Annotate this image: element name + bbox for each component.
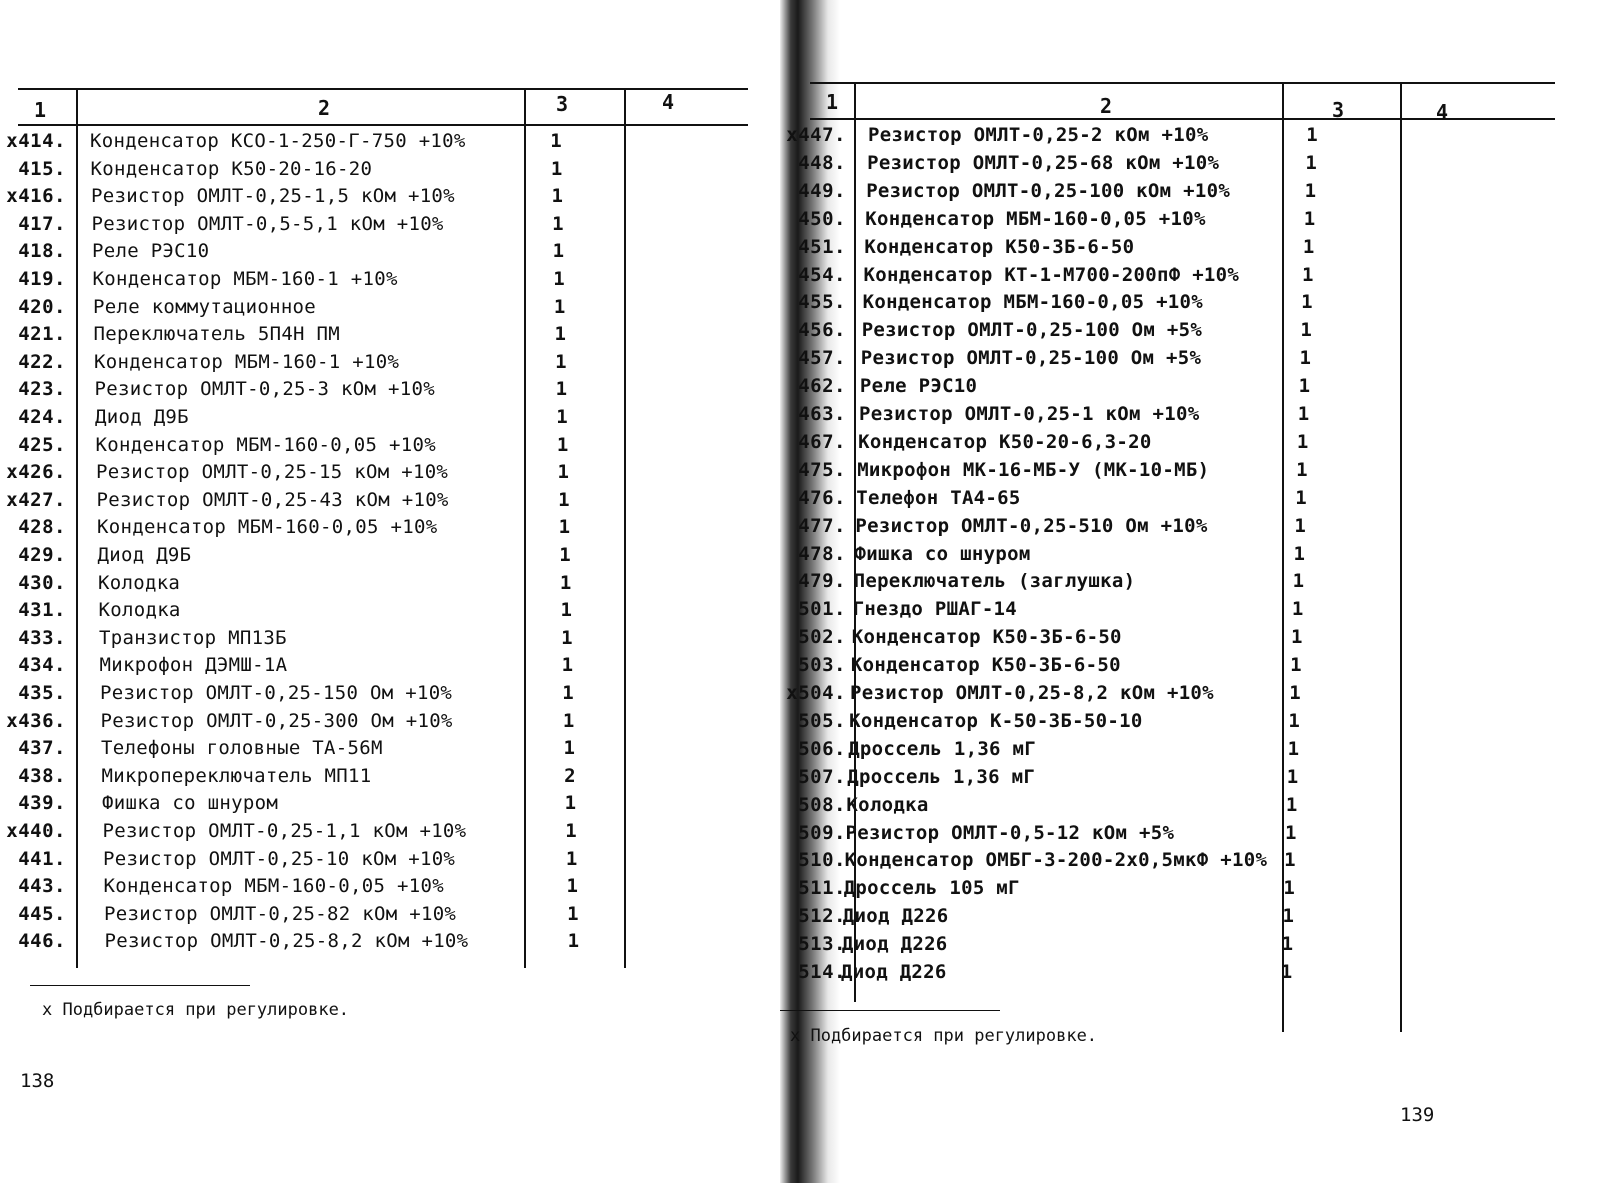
item-number: x426.: [6, 461, 66, 484]
item-name: Резистор ОМЛТ-0,25-10 кОм +10%: [103, 847, 456, 870]
item-quantity: 1: [560, 599, 572, 622]
item-quantity: 1: [1304, 179, 1317, 202]
item-quantity: 1: [561, 654, 574, 677]
item-name: Колодка: [846, 793, 929, 816]
item-quantity: 1: [1284, 849, 1296, 872]
item-name: Конденсатор МБМ-160-0,05 +10%: [97, 516, 438, 539]
table-row: [790, 180, 1600, 208]
item-quantity: 1: [551, 185, 563, 208]
item-name: Конденсатор К50-3Б-6-50: [850, 654, 1121, 677]
item-name: Диод Д226: [841, 961, 947, 983]
item-quantity: 1: [1298, 375, 1311, 398]
column-header: 2: [1100, 94, 1113, 118]
item-quantity: 1: [1306, 124, 1318, 146]
item-number: 448.: [798, 151, 846, 174]
item-name: Реле РЭС10: [859, 375, 978, 398]
item-number: 462.: [798, 375, 846, 398]
item-number: 475.: [798, 458, 846, 481]
item-number: 421.: [18, 323, 66, 346]
column-header: 3: [556, 92, 569, 116]
item-name: Диод Д226: [841, 933, 948, 956]
item-name: Дроссель 105 мГ: [843, 877, 1020, 900]
item-number: 422.: [18, 350, 66, 373]
table-row: [0, 351, 780, 379]
table-row: [790, 849, 1600, 877]
table-row: [0, 627, 780, 655]
item-number: 428.: [18, 516, 66, 539]
table-row: [790, 626, 1600, 654]
item-number: 434.: [18, 654, 66, 677]
item-quantity: 1: [565, 820, 577, 842]
item-number: 431.: [18, 599, 66, 622]
item-number: 433.: [18, 626, 66, 649]
table-row: [790, 710, 1600, 738]
item-number: 423.: [18, 378, 66, 401]
column-header: 2: [318, 96, 331, 120]
item-number: 508.: [798, 793, 846, 816]
item-name: Телефон ТА4-65: [856, 486, 1021, 509]
item-name: Реле РЭС10: [92, 240, 210, 263]
item-name: Телефоны головные ТА-56М: [101, 737, 383, 760]
item-name: Конденсатор К50-3Б-6-50: [864, 235, 1135, 258]
item-quantity: 1: [1301, 291, 1313, 314]
item-name: Переключатель (заглушка): [853, 570, 1136, 593]
item-quantity: 1: [1293, 542, 1305, 565]
item-name: Конденсатор МБМ-160-1 +10%: [94, 350, 400, 373]
item-number: 454.: [798, 263, 846, 286]
item-quantity: 1: [1295, 486, 1307, 509]
item-name: Резистор ОМЛТ-0,5-12 кОм +5%: [845, 821, 1175, 844]
column-header: 1: [34, 98, 47, 122]
item-quantity: 1: [567, 930, 580, 953]
item-name: Резистор ОМЛТ-0,25-100 Ом +5%: [860, 347, 1202, 370]
item-quantity: 1: [558, 488, 570, 511]
item-name: Резистор ОМЛТ-0,25-100 Ом +5%: [861, 319, 1203, 342]
item-quantity: 1: [562, 709, 575, 732]
table-row: [0, 848, 780, 876]
item-name: Резистор ОМЛТ-0,25-43 кОм +10%: [96, 488, 449, 511]
item-name: Микрофон ДЭМШ-1А: [99, 654, 288, 677]
item-quantity: 1: [1290, 626, 1303, 649]
table-row: [0, 710, 780, 738]
table-row: [790, 487, 1600, 515]
item-number: 514.: [798, 961, 846, 983]
table-row: [0, 240, 780, 268]
table-row: [0, 820, 780, 848]
table-row: [0, 654, 780, 682]
item-quantity: 1: [564, 792, 577, 815]
item-number: x414.: [6, 130, 66, 152]
item-name: Дроссель 1,36 мГ: [848, 737, 1037, 760]
item-quantity: 1: [559, 571, 572, 594]
item-number: 439.: [18, 792, 66, 815]
item-number: 510.: [798, 849, 846, 872]
item-name: Конденсатор К50-3Б-6-50: [851, 626, 1122, 649]
table-row: [790, 877, 1600, 905]
item-name: Резистор ОМЛТ-0,25-8,2 кОм +10%: [104, 930, 469, 953]
item-name: Конденсатор МБМ-160-1 +10%: [92, 268, 398, 290]
item-name: Фишка со шнуром: [102, 792, 279, 815]
item-quantity: 1: [562, 682, 574, 704]
item-number: 435.: [18, 682, 66, 704]
item-number: 477.: [798, 514, 846, 537]
table-row: [0, 875, 780, 903]
item-number: 503.: [798, 654, 846, 677]
table-row: [790, 961, 1600, 989]
table-row: [790, 375, 1600, 403]
item-quantity: 1: [1288, 709, 1300, 732]
item-name: Колодка: [98, 571, 181, 594]
item-quantity: 1: [1280, 961, 1293, 983]
table-row: [790, 654, 1600, 682]
item-number: x504.: [786, 682, 846, 704]
item-quantity: 1: [1292, 570, 1305, 593]
table-row: [790, 291, 1600, 319]
item-name: Микропереключатель МП11: [101, 764, 372, 787]
table-row: [0, 158, 780, 186]
table-row: [0, 406, 780, 434]
item-quantity: 2: [564, 764, 576, 787]
item-number: 420.: [18, 295, 66, 318]
column-header: 4: [662, 90, 675, 114]
item-quantity: 1: [566, 875, 578, 898]
item-quantity: 1: [559, 544, 571, 566]
item-number: 425.: [18, 433, 66, 456]
footnote-rule: [30, 985, 250, 986]
item-name: Переключатель 5П4Н ПМ: [93, 323, 341, 346]
item-number: 506.: [798, 737, 846, 760]
item-number: 417.: [18, 212, 66, 235]
item-quantity: 1: [1281, 933, 1294, 956]
item-number: 457.: [798, 347, 846, 370]
table-row: [0, 185, 780, 213]
item-name: Резистор ОМЛТ-0,25-1,1 кОм +10%: [102, 820, 467, 842]
table-row: [790, 766, 1600, 794]
item-name: Транзистор МП13Б: [99, 626, 287, 649]
item-number: 445.: [18, 902, 66, 925]
right-page: [786, 0, 1600, 1183]
column-header: 4: [1436, 100, 1449, 124]
item-number: 507.: [798, 765, 846, 788]
footnote: x Подбирается при регулировке.: [42, 1000, 350, 1020]
item-number: 446.: [18, 930, 66, 953]
page-number: 139: [1400, 1104, 1435, 1126]
item-number: 512.: [798, 905, 846, 928]
item-quantity: 1: [563, 737, 575, 760]
table-row: [0, 461, 780, 489]
item-number: x436.: [6, 709, 66, 732]
item-number: 511.: [798, 877, 846, 900]
column-header: 1: [826, 90, 839, 114]
item-quantity: 1: [553, 268, 565, 290]
table-row: [0, 599, 780, 627]
table-row: [0, 765, 780, 793]
item-quantity: 1: [1296, 458, 1308, 481]
item-number: 449.: [798, 179, 846, 202]
item-quantity: 1: [1305, 151, 1317, 174]
item-name: Конденсатор К-50-3Б-50-10: [849, 709, 1143, 732]
footnote: x Подбирается при регулировке.: [790, 1026, 1098, 1046]
column-header: 3: [1332, 98, 1345, 122]
item-name: Конденсатор К50-20-16-20: [90, 157, 373, 180]
item-name: Резистор ОМЛТ-0,25-2 кОм +10%: [868, 124, 1209, 146]
table-row: [786, 124, 1600, 152]
item-number: 455.: [798, 291, 846, 314]
item-number: 451.: [798, 235, 846, 258]
item-quantity: 1: [1300, 319, 1312, 342]
item-name: Резистор ОМЛТ-0,5-5,1 кОм +10%: [91, 212, 444, 235]
item-quantity: 1: [1302, 263, 1314, 286]
item-name: Резистор ОМЛТ-0,25-510 Ом +10%: [855, 514, 1208, 537]
item-name: Резистор ОМЛТ-0,25-100 кОм +10%: [866, 179, 1231, 202]
table-row: [790, 431, 1600, 459]
table-row: [0, 434, 780, 462]
item-number: x440.: [6, 820, 66, 842]
item-quantity: 1: [555, 378, 568, 401]
table-top-rule: [18, 88, 748, 90]
item-name: Резистор ОМЛТ-0,25-1,5 кОм +10%: [91, 185, 455, 208]
item-name: Фишка со шнуром: [854, 542, 1031, 565]
table-row: [790, 822, 1600, 850]
table-row: [0, 378, 780, 406]
item-name: Резистор ОМЛТ-0,25-3 кОм +10%: [94, 378, 435, 401]
table-row: [0, 489, 780, 517]
item-number: 438.: [18, 764, 66, 787]
table-row: [0, 903, 780, 931]
item-quantity: 1: [1302, 235, 1315, 258]
item-number: 437.: [18, 737, 66, 760]
footnote-rule: [780, 1010, 1000, 1011]
item-name: Резистор ОМЛТ-0,25-150 Ом +10%: [100, 682, 453, 704]
table-row: [790, 459, 1600, 487]
item-quantity: 1: [552, 240, 565, 263]
item-quantity: 1: [1290, 654, 1302, 677]
table-row: [790, 403, 1600, 431]
table-row: [0, 268, 780, 296]
item-quantity: 1: [561, 626, 573, 649]
table-row: [0, 682, 780, 710]
table-top-rule: [810, 82, 1555, 84]
item-name: Конденсатор ОМБГ-3-200-2х0,5мкФ +10%: [844, 849, 1268, 872]
table-header-rule: [18, 124, 748, 126]
item-number: 513.: [798, 933, 846, 956]
table-row: [0, 737, 780, 765]
item-number: 419.: [18, 268, 66, 290]
item-quantity: 1: [557, 461, 569, 484]
table-row: [790, 543, 1600, 571]
item-name: Конденсатор КСО-1-250-Г-750 +10%: [90, 130, 466, 152]
table-row: [0, 323, 780, 351]
item-quantity: 1: [1285, 793, 1298, 816]
item-number: 502.: [798, 626, 846, 649]
item-number: 467.: [798, 430, 846, 453]
table-row: [0, 930, 780, 958]
item-name: Дроссель 1,36 мГ: [847, 765, 1036, 788]
item-quantity: 1: [1289, 682, 1301, 704]
item-quantity: 1: [1285, 821, 1297, 844]
page-number: 138: [20, 1070, 55, 1092]
item-number: 450.: [798, 207, 846, 230]
table-row: [790, 236, 1600, 264]
table-row: [790, 598, 1600, 626]
item-quantity: 1: [1282, 905, 1294, 928]
item-quantity: 1: [1286, 765, 1299, 788]
left-page: [0, 0, 780, 1183]
table-row: [0, 213, 780, 241]
item-quantity: 1: [556, 406, 568, 428]
table-row: [0, 296, 780, 324]
item-number: 424.: [18, 406, 66, 428]
table-row: [0, 544, 780, 572]
item-quantity: 1: [558, 516, 571, 539]
item-name: Микрофон МК-16-МБ-У (МК-10-МБ): [857, 458, 1210, 481]
table-row: [0, 516, 780, 544]
table-row: [790, 738, 1600, 766]
item-name: Конденсатор МБМ-160-0,05 +10%: [95, 433, 436, 456]
table-row: [786, 682, 1600, 710]
item-quantity: 1: [554, 323, 566, 346]
item-quantity: 1: [553, 295, 566, 318]
table-row: [790, 905, 1600, 933]
table-row: [0, 792, 780, 820]
item-name: Колодка: [98, 599, 181, 622]
item-number: 479.: [798, 570, 846, 593]
item-name: Резистор ОМЛТ-0,25-1 кОм +10%: [859, 403, 1200, 425]
item-name: Резистор ОМЛТ-0,25-300 Ом +10%: [100, 709, 453, 732]
item-quantity: 1: [1299, 347, 1311, 370]
item-number: x416.: [6, 185, 66, 208]
table-row: [0, 130, 780, 158]
item-number: 430.: [18, 571, 66, 594]
item-name: Резистор ОМЛТ-0,25-8,2 кОм +10%: [850, 682, 1214, 704]
item-number: 509.: [798, 821, 846, 844]
item-number: 429.: [18, 544, 66, 566]
item-name: Конденсатор МБМ-160-0,05 +10%: [103, 875, 444, 898]
table-row: [790, 515, 1600, 543]
item-number: 456.: [798, 319, 846, 342]
item-number: x447.: [786, 124, 846, 146]
item-number: x427.: [6, 488, 66, 511]
item-number: 443.: [18, 875, 66, 898]
item-name: Конденсатор К50-20-6,3-20: [858, 430, 1152, 453]
table-row: [790, 347, 1600, 375]
item-quantity: 1: [567, 902, 579, 925]
item-quantity: 1: [552, 212, 564, 235]
item-quantity: 1: [1294, 514, 1306, 537]
item-number: 501.: [798, 598, 846, 621]
table-row: [790, 933, 1600, 961]
item-name: Диод Д9Б: [95, 406, 189, 428]
item-number: 415.: [18, 157, 66, 180]
item-quantity: 1: [565, 847, 578, 870]
table-row: [0, 572, 780, 600]
item-name: Гнездо РШАГ-14: [852, 598, 1018, 621]
item-quantity: 1: [550, 157, 563, 180]
item-quantity: 1: [1291, 598, 1304, 621]
item-name: Конденсатор МБМ-160-0,05 +10%: [865, 207, 1206, 230]
item-name: Резистор ОМЛТ-0,25-82 кОм +10%: [104, 902, 457, 925]
item-number: 505.: [798, 709, 846, 732]
item-quantity: 1: [556, 433, 569, 456]
item-number: 441.: [18, 847, 66, 870]
table-row: [790, 794, 1600, 822]
item-name: Резистор ОМЛТ-0,25-15 кОм +10%: [96, 461, 449, 484]
item-number: 418.: [18, 240, 66, 263]
item-quantity: 1: [1296, 430, 1309, 453]
table-row: [790, 152, 1600, 180]
item-quantity: 1: [1287, 737, 1300, 760]
item-quantity: 1: [1303, 207, 1316, 230]
item-number: 476.: [798, 486, 846, 509]
item-quantity: 1: [555, 350, 567, 373]
item-name: Реле коммутационное: [93, 295, 317, 318]
item-number: 463.: [798, 403, 846, 425]
item-name: Диод Д9Б: [97, 544, 192, 566]
item-name: Конденсатор МБМ-160-0,05 +10%: [862, 291, 1204, 314]
item-name: Диод Д226: [842, 905, 949, 928]
table-row: [790, 570, 1600, 598]
item-quantity: 1: [1297, 403, 1310, 425]
table-row: [790, 264, 1600, 292]
item-name: Конденсатор КТ-1-М700-200пФ +10%: [863, 263, 1240, 286]
table-row: [790, 319, 1600, 347]
item-number: 478.: [798, 542, 846, 565]
item-quantity: 1: [1283, 877, 1295, 900]
item-quantity: 1: [550, 130, 562, 152]
item-name: Резистор ОМЛТ-0,25-68 кОм +10%: [867, 151, 1220, 174]
table-row: [790, 208, 1600, 236]
